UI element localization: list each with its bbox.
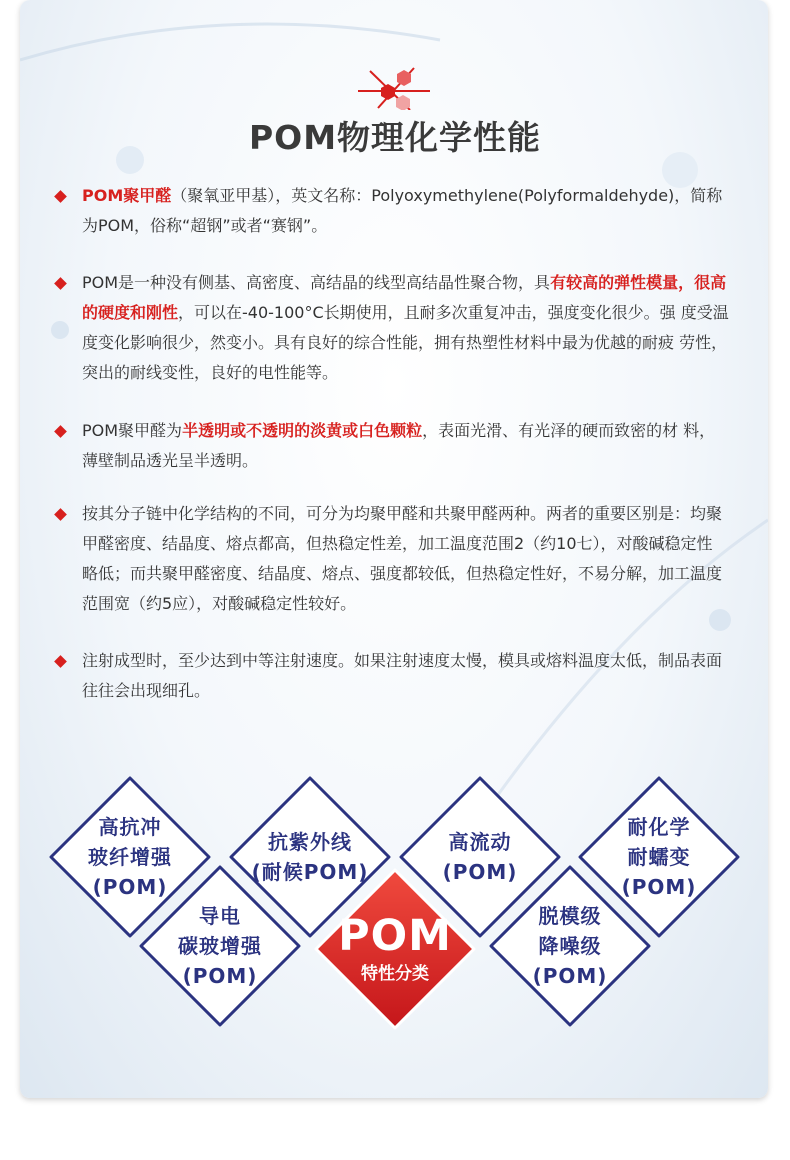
center-title: POM — [338, 911, 452, 961]
category-line: 碳玻增强 — [178, 934, 262, 958]
paragraph-text: ，表面光滑、有光泽的硬而致密的材 料，薄壁制品透光呈半透明。 — [82, 421, 716, 470]
category-line: 耐蠕变 — [627, 845, 691, 869]
paragraph-pom-injection — [82, 646, 730, 706]
paragraph-text: POM是一种没有侧基、高密度、高结晶的线型高结晶性聚合物，具 — [82, 273, 551, 292]
paragraph-text: ，可以在-40-100°C长期使用，且耐多次重复冲击，强度变化很少。强 度受温度变化影响很少，然变小。具有良好的综合性能，拥有热塑性材料中最为优越的耐疲 劳性，突出的耐线变性，良好的电性能等。 — [82, 303, 729, 382]
paragraph-text: POM聚甲醛为 — [82, 421, 183, 440]
page-title: POM物理化学性能 — [248, 118, 542, 157]
category-line: 抗紫外线 — [268, 830, 352, 854]
category-line: (耐候POM) — [251, 860, 369, 884]
paragraph-pom-appearance — [82, 416, 730, 476]
highlight-text: 半透明或不透明的淡黄或白色颗粒 — [182, 421, 423, 440]
category-line: 脱模级 — [538, 904, 602, 928]
category-line: 高抗冲 — [98, 815, 162, 839]
category-line: (POM) — [92, 875, 168, 899]
category-line: 耐化学 — [627, 815, 691, 839]
category-line: 导电 — [199, 904, 241, 928]
category-line: 高流动 — [448, 830, 512, 854]
category-diamond-release — [489, 865, 651, 1027]
category-line: (POM) — [442, 860, 518, 884]
category-line: 玻纤增强 — [88, 845, 172, 869]
highlight-text: POM聚甲醛 — [82, 186, 172, 205]
hexagon-molecule-icon — [358, 64, 430, 110]
paragraph-text: 按其分子链中化学结构的不同，可分为均聚甲醛和共聚甲醛两种。两者的重要区别是：均聚 甲醛密度、结晶度、熔点都高，但热稳定性差，加工温度范围2（约10七），对酸碱稳定性 略低；而共聚甲醛密度、结晶度、熔点、强度都较低，但热稳定性好，不易分解，加工温度 范围宽（约5应），对酸碱稳定性较好。 — [82, 504, 723, 613]
paragraph-pom-properties — [82, 268, 730, 388]
paragraph-pom-name — [82, 181, 730, 241]
category-diamond-conductive — [139, 865, 301, 1027]
paragraph-text: 注射成型时，至少达到中等注射速度。如果注射速度太慢，模具或熔料温度太低，制品表面 往往会出现细孔。 — [82, 651, 723, 700]
center-diamond-pom — [314, 868, 476, 1030]
paragraph-text: （聚氧亚甲基），英文名称：Polyoxymethylene(Polyformaldehyde)，简称为POM，俗称“超钢”或者“赛钢”。 — [82, 186, 723, 235]
category-line: 降噪级 — [538, 934, 602, 958]
category-line: (POM) — [532, 964, 608, 988]
category-line: (POM) — [621, 875, 697, 899]
center-subtitle: 特性分类 — [360, 964, 429, 984]
paragraph-pom-types — [82, 499, 730, 619]
category-line: (POM) — [182, 964, 258, 988]
highlight-text: 有较高的弹性模量，很高的硬度和刚性 — [82, 273, 727, 322]
